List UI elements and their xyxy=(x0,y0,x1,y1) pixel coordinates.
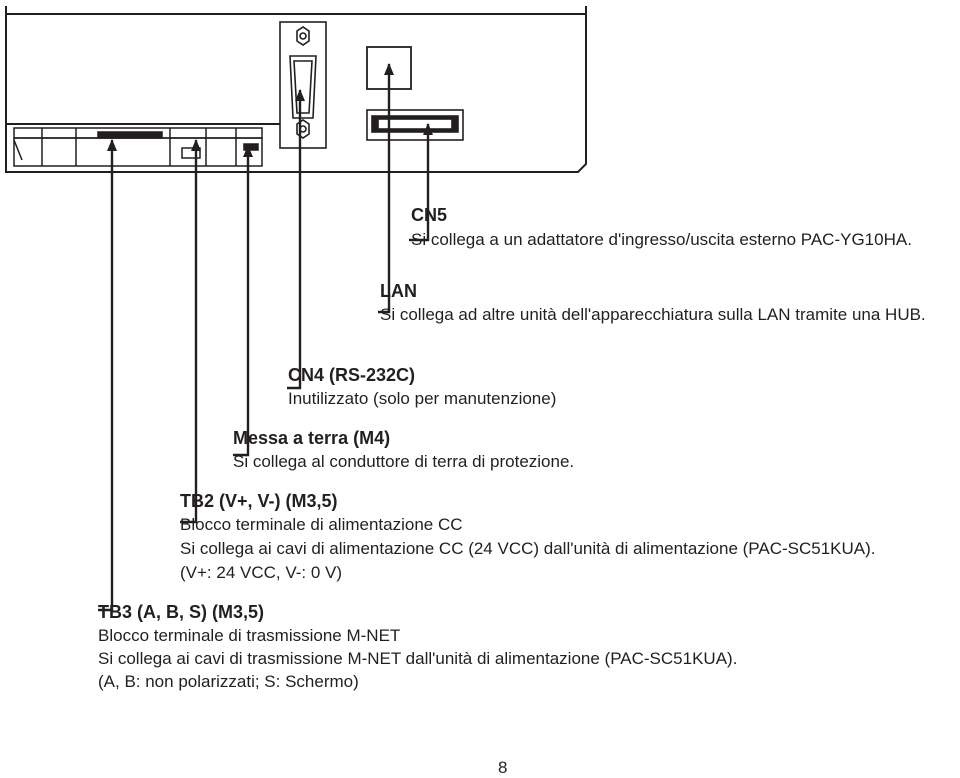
cn5-title: CN5 xyxy=(411,205,448,225)
tb3-title: TB3 (A, B, S) (M3,5) xyxy=(98,602,265,622)
lan-description: Si collega ad altre unità dell'apparecchiatura sulla LAN tramite una HUB. xyxy=(380,305,926,324)
tb2-description-3: (V+: 24 VCC, V-: 0 V) xyxy=(180,563,343,582)
earth-description: Si collega al conduttore di terra di protezione. xyxy=(233,452,575,471)
tb3-description-1: Blocco terminale di trasmissione M-NET xyxy=(98,626,401,645)
tb2-title: TB2 (V+, V-) (M3,5) xyxy=(180,491,338,511)
tb2-description-2: Si collega ai cavi di alimentazione CC (24 VCC) dall'unità di alimentazione (PAC-SC51KUA). xyxy=(180,539,876,558)
lan-title: LAN xyxy=(380,281,417,301)
cn4-title: CN4 (RS-232C) xyxy=(288,365,416,385)
terminal-blocks xyxy=(14,128,262,166)
tb3-description-2: Si collega ai cavi di trasmissione M-NET dall'unità di alimentazione (PAC-SC51KUA). xyxy=(98,649,738,668)
cn5-connector xyxy=(367,110,463,140)
tb3-description-3: (A, B: non polarizzati; S: Schermo) xyxy=(98,672,359,691)
tb2-description-1: Blocco terminale di alimentazione CC xyxy=(180,515,463,534)
cn4-description: Inutilizzato (solo per manutenzione) xyxy=(288,389,557,408)
cn4-connector xyxy=(290,27,316,138)
earth-title: Messa a terra (M4) xyxy=(233,428,391,448)
cn5-description: Si collega a un adattatore d'ingresso/uscita esterno PAC-YG10HA. xyxy=(411,230,912,249)
page-number: 8 xyxy=(498,758,508,777)
